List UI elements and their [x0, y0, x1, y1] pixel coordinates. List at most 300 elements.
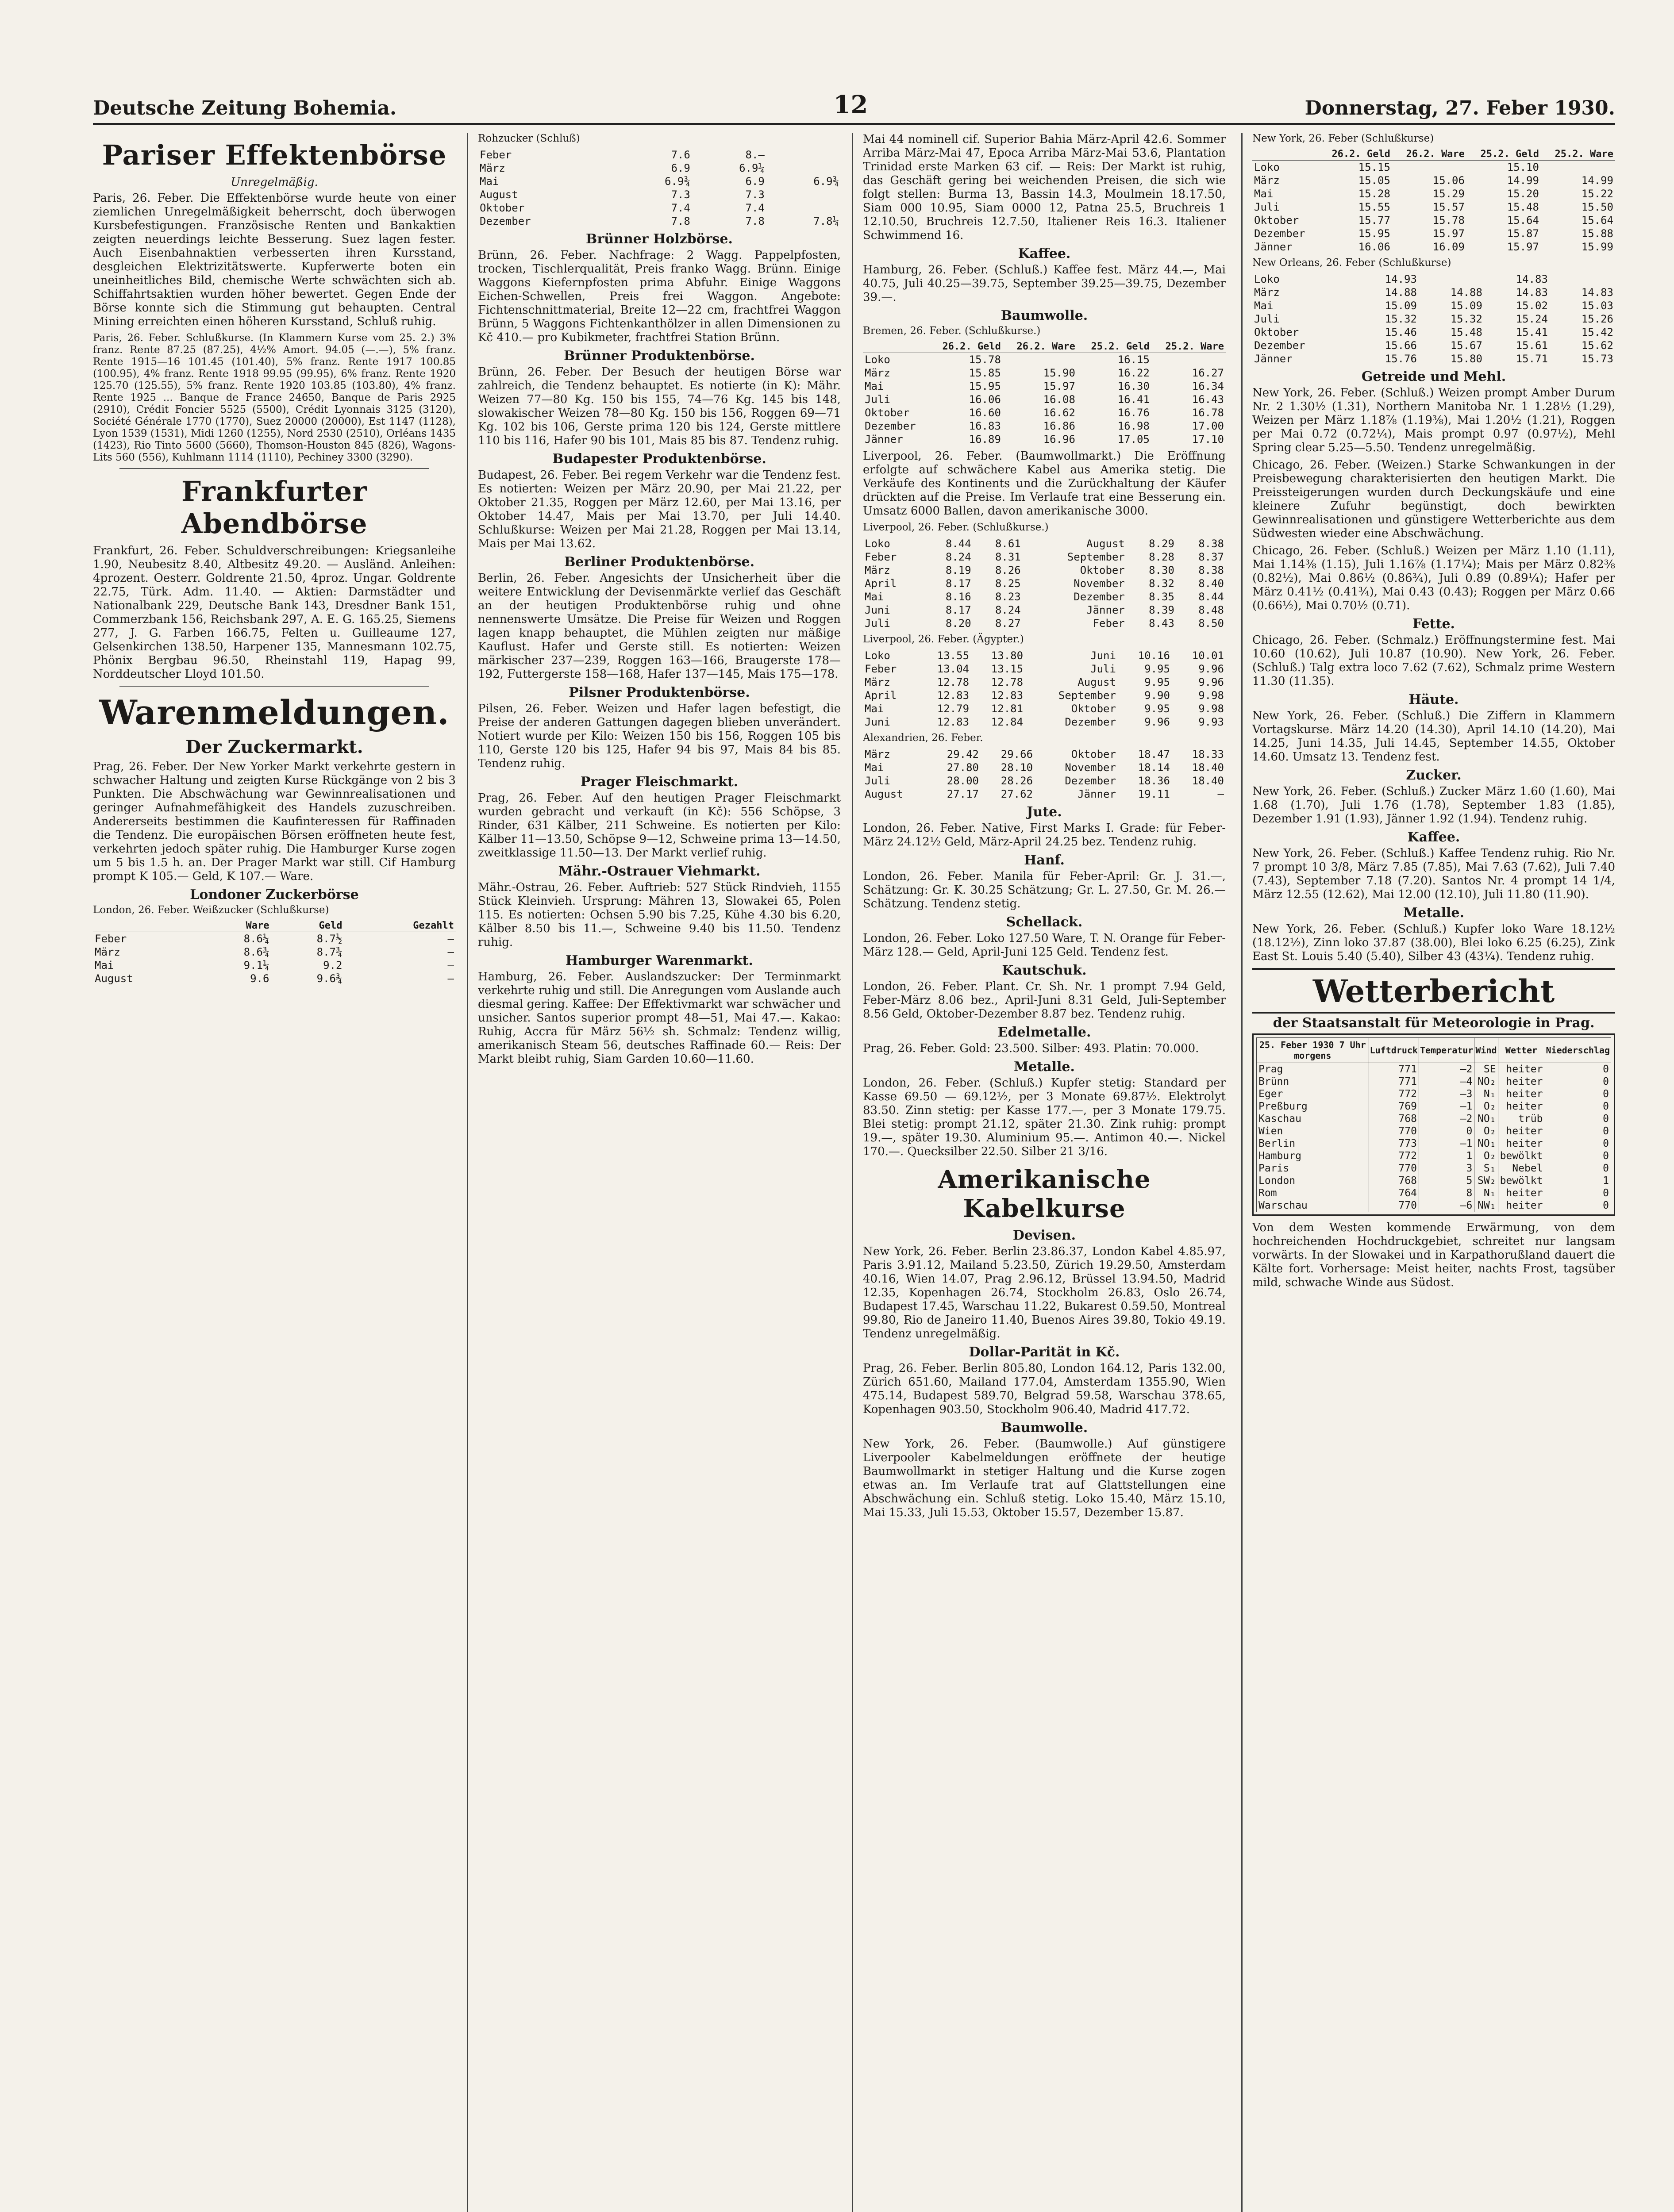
table-cell: Juli	[1090, 663, 1116, 675]
table-header-cell: Luftdruck	[1369, 1038, 1419, 1063]
table-cell: 9.96	[1144, 716, 1170, 728]
table-cell: —	[1217, 788, 1224, 800]
table-cell	[766, 148, 841, 161]
ny-table	[1252, 148, 1615, 253]
table-cell: 15.24	[1516, 313, 1548, 325]
baumwolle2-title: Baumwolle.	[1001, 1420, 1088, 1436]
table-row	[478, 188, 841, 201]
table-cell: September	[1067, 551, 1125, 563]
header-right: Donnerstag, 27. Feber 1930.	[1305, 97, 1615, 119]
table-cell: 0	[1545, 1150, 1611, 1162]
table-cell: 28.00	[947, 775, 979, 787]
table-cell: N₁	[1474, 1187, 1498, 1199]
table-cell: heiter	[1498, 1125, 1545, 1137]
table-row	[1252, 339, 1615, 352]
table-cell: heiter	[1498, 1063, 1545, 1076]
table-cell: 5	[1419, 1175, 1474, 1187]
table-cell: 8.32	[1149, 577, 1174, 590]
liverpool-text: Liverpool, 26. Feber. (Baumwollmarkt.) Die Eröffnung erfolgte auf schwächere Kabel aus Amerika stetig. Die Verkäufe des Kontinents und die Zurückhaltung der Käufer drückten auf die Preise. Im Verlaufe trat eine Besserung ein. Umsatz 6000 Ballen, davon amerikanische 3000.	[863, 449, 1226, 518]
table-cell: Loko	[865, 538, 890, 550]
separator	[119, 468, 429, 469]
table-cell: 6.9¼	[739, 162, 765, 174]
table-cell: 15.48	[1450, 326, 1482, 338]
table-cell: Dezember	[480, 215, 531, 227]
alex-head: Alexandrien, 26. Feber.	[863, 732, 983, 744]
table-cell: Dezember	[865, 420, 916, 432]
dollar-title: Dollar-Parität in Kč.	[969, 1344, 1120, 1360]
table-cell: 15.22	[1581, 188, 1613, 200]
bruenn-holz-title: Brünner Holzbörse.	[586, 231, 733, 247]
table-row	[1252, 352, 1615, 365]
table-cell: 16.86	[1043, 420, 1075, 432]
table-header-cell: 26.2. Ware	[1392, 148, 1466, 161]
table-cell	[1151, 353, 1226, 367]
table-cell: 13.55	[937, 649, 970, 662]
table-cell: 15.50	[1581, 201, 1613, 213]
bruenn-prod-text: Brünn, 26. Feber. Der Besuch der heutigen Börse war zahlreich, die Tendenz behauptet. Es notierte (in K): Mähr. Weizen 77—80 Kg. 150 bis 155, 74—76 Kg. 145 bis 148, slowakischer Weizen 78—80 Kg. 150 bis 156, Roggen 69—71 Kg. 102 bis 106, Gerste prima 120 bis 124, Gerste mittlere 110 bis 116, Hafer 90 bis 101, Mais 85 bis 87. Tendenz ruhig.	[478, 365, 841, 447]
amerika-title: Amerikanische Kabelkurse	[938, 1165, 1151, 1223]
table-cell: —	[447, 972, 454, 985]
ny-head: New York, 26. Feber (Schlußkurse)	[1252, 133, 1434, 144]
table-row	[863, 419, 1226, 433]
jute-text: London, 26. Feber. Native, First Marks I. Grade: für Feber-März 24.12½ Geld, März-April 24.25 bez. Tendenz ruhig.	[863, 822, 1226, 849]
table-cell: 772	[1369, 1088, 1419, 1100]
table-cell: Feber	[865, 663, 897, 675]
table-cell: —2	[1419, 1063, 1474, 1076]
table-cell: Dezember	[1254, 339, 1305, 352]
table-header-cell: 25.2. Ware	[1151, 341, 1226, 353]
table-cell: 16.22	[1117, 367, 1150, 379]
column-1	[93, 133, 456, 2212]
table-cell: 8.28	[1149, 551, 1174, 563]
table-cell: Juni	[865, 604, 890, 616]
table-cell	[1419, 273, 1484, 286]
table-cell: 13.04	[937, 663, 970, 675]
table-cell: 15.10	[1507, 161, 1539, 173]
table-row	[1257, 1162, 1611, 1175]
table-cell: 8.20	[945, 617, 971, 630]
table-cell: heiter	[1498, 1187, 1545, 1199]
kaffee-text: Hamburg, 26. Feber. (Schluß.) Kaffee fest. März 44.—, Mai 40.75, Juli 40.25—39.75, September 39.25—39.75, Dezember 39.—.	[863, 263, 1226, 304]
table-cell: 14.83	[1516, 286, 1548, 299]
table-cell: 1	[1419, 1150, 1474, 1162]
table-cell: 8.7½	[316, 933, 342, 945]
table-cell: 14.88	[1385, 286, 1417, 299]
table-cell: November	[1065, 761, 1116, 774]
table-cell: 8.39	[1149, 604, 1174, 616]
table-cell: Feber	[480, 149, 512, 161]
table-cell: April	[865, 577, 897, 590]
table-cell: März	[865, 748, 890, 760]
table-cell: August	[95, 972, 133, 985]
fette-title: Fette.	[1412, 616, 1455, 632]
table-cell: Mai	[1254, 300, 1274, 312]
table-cell: N₁	[1474, 1088, 1498, 1100]
table-row	[478, 201, 841, 215]
table-cell: 15.09	[1450, 300, 1482, 312]
table-cell: 9.98	[1198, 689, 1224, 702]
table-cell: 15.78	[969, 353, 1001, 366]
table-row	[1257, 1125, 1611, 1137]
hanf-text: London, 26. Feber. Manila für Feber-April: Gr. J. 31.—, Schätzung: Gr. K. 30.25 Schätzung; Gr. L. 27.50, Gr. M. 26.— Schätzung. Tendenz stetig.	[863, 870, 1226, 910]
table-row	[93, 959, 456, 972]
table-cell: 15.97	[1432, 227, 1465, 240]
table-cell: 770	[1369, 1162, 1419, 1175]
table-cell: 15.76	[1385, 353, 1417, 365]
table-cell: 10.01	[1192, 649, 1224, 662]
column-rule	[467, 133, 468, 2212]
table-cell: 7.3	[745, 188, 765, 201]
table-cell: NO₁	[1474, 1113, 1498, 1125]
table-cell: 0	[1545, 1187, 1611, 1199]
table-row	[1257, 1175, 1611, 1187]
table-cell: NO₁	[1474, 1137, 1498, 1150]
table-header-cell: Temperatur	[1419, 1038, 1474, 1063]
table-cell: 15.97	[1043, 380, 1075, 392]
header-left: Deutsche Zeitung Bohemia.	[93, 97, 397, 119]
table-row	[1257, 1088, 1611, 1100]
table-row	[863, 662, 1226, 676]
table-cell: 16.30	[1117, 380, 1150, 392]
table-cell: Jänner	[1254, 353, 1293, 365]
table-cell: 8.17	[945, 577, 971, 590]
table-cell: 15.28	[1358, 188, 1390, 200]
table-cell: 15.90	[1043, 367, 1075, 379]
table-cell: Loko	[1254, 273, 1280, 285]
table-header-cell	[93, 920, 198, 932]
page-number: 12	[833, 90, 868, 119]
table-cell: 16.60	[969, 407, 1001, 419]
baumwolle2-text: New York, 26. Feber. (Baumwolle.) Auf günstigere Liverpooler Kabelmeldungen eröffnete der heutige Baumwollmarkt in stetiger Haltung und die Kurse zogen etwas an. Im Verlaufe trat auf Glattstellungen eine Abschwächung ein. Schluß stetig. Loko 15.40, März 15.10, Mai 15.33, Juli 15.53, Oktober 15.57, Dezember 15.87.	[863, 1437, 1226, 1519]
table-cell: Rom	[1257, 1187, 1369, 1199]
table-cell: 27.62	[1001, 788, 1033, 800]
table-row	[863, 433, 1226, 446]
table-row	[1252, 326, 1615, 339]
table-row	[1252, 240, 1615, 253]
table-row	[1252, 273, 1615, 286]
table-cell: 12.83	[937, 689, 970, 702]
table-cell: 15.97	[1507, 241, 1539, 253]
bremen-table	[863, 341, 1226, 446]
table-row	[863, 761, 1226, 774]
table-cell: 16.83	[969, 420, 1001, 432]
table-cell: 9.1¼	[243, 959, 269, 972]
table-cell: 771	[1369, 1063, 1419, 1076]
kautschuk-text: London, 26. Feber. Plant. Cr. Sh. Nr. 1 prompt 7.94 Geld, Feber-März 8.06 bez., April-Juni 8.31 Geld, Juli-September 8.56 Geld, Oktober-Dezember 8.87 bez. Tendenz ruhig.	[863, 980, 1226, 1021]
table-cell: 0	[1545, 1162, 1611, 1175]
ostrau-text: Mähr.-Ostrau, 26. Feber. Auftrieb: 527 Stück Rindvieh, 1155 Stück Kleinvieh. Ursprung: Mähren 13, Slowakei 65, Polen 115. Es notierten: Ochsen 5.90 bis 7.25, Kühe 4.30 bis 6.20, Kälber 8.50 bis 11.—, Schweine 9.40 bis 11.50. Tendenz ruhig.	[478, 881, 841, 949]
devisen-title: Devisen.	[1012, 1228, 1076, 1243]
table-row	[863, 380, 1226, 393]
table-cell: Mai	[865, 380, 884, 392]
table-cell: 9.90	[1144, 689, 1170, 702]
table-cell: NW₁	[1474, 1199, 1498, 1212]
table-cell: —1	[1419, 1137, 1474, 1150]
table-header-cell: 25. Feber 1930 7 Uhr morgens	[1257, 1038, 1369, 1063]
table-cell: Feber	[1093, 617, 1125, 630]
schellack-title: Schellack.	[1006, 914, 1083, 930]
no-table	[1252, 273, 1615, 365]
table-cell: 12.79	[937, 703, 970, 715]
liverpool-kurse-head: Liverpool, 26. Feber. (Schlußkurse.)	[863, 522, 1049, 533]
table-cell: 6.9¾	[813, 175, 839, 188]
table-row	[1257, 1063, 1611, 1076]
table-row	[478, 215, 841, 228]
table-header-cell: 25.2. Geld	[1077, 341, 1151, 353]
table-cell: Eger	[1257, 1088, 1369, 1100]
table-cell: Juli	[1254, 201, 1280, 213]
table-cell: 16.09	[1432, 241, 1465, 253]
table-cell: 16.89	[969, 433, 1001, 445]
table-row	[1257, 1187, 1611, 1199]
table-cell: 27.17	[947, 788, 979, 800]
table-cell: 9.96	[1198, 663, 1224, 675]
table-cell: 8.43	[1149, 617, 1174, 630]
paris-subtitle: Unregelmäßig.	[231, 176, 318, 189]
metalle-title: Metalle.	[1014, 1059, 1075, 1075]
table-cell: 15.67	[1450, 339, 1482, 352]
table-row	[863, 366, 1226, 380]
table-cell: 15.03	[1581, 300, 1613, 312]
table-cell: 8.19	[945, 564, 971, 576]
table-cell: Juli	[865, 617, 890, 630]
table-row	[863, 617, 1226, 630]
table-cell: 15.48	[1507, 201, 1539, 213]
table-cell: 8.61	[995, 538, 1021, 550]
metalle2-title: Metalle.	[1403, 905, 1464, 921]
table-row	[863, 537, 1226, 550]
table-cell: Warschau	[1257, 1199, 1369, 1212]
table-cell: —	[447, 959, 454, 972]
table-cell: 15.80	[1450, 353, 1482, 365]
table-cell: 8.24	[995, 604, 1021, 616]
metalle2-text: New York, 26. Feber. (Schluß.) Kupfer loko Ware 18.12½ (18.12½), Zinn loko 37.87 (38.00), Blei loko 6.25 (6.25), Zink East St. Louis 5.40 (5.40), Silber 43 (43¼). Tendenz ruhig.	[1252, 922, 1615, 963]
table-cell: 7.4	[745, 202, 765, 214]
table-cell: März	[865, 676, 890, 688]
table-cell: 8.24	[945, 551, 971, 563]
table-header-cell: Geld	[271, 920, 344, 932]
chicago2-text: Chicago, 26. Feber. (Schluß.) Weizen per März 1.10 (1.11), Mai 1.14⅜ (1.15), Juli 1.16⅞ (1.17¼); Mais per März 0.82⅜ (0.82½), Mai 0.86½ (0.86¾), Juli 0.89 (0.89¼); Hafer per März 0.41½ (0.41¾), Mai 0.43 (0.43); Roggen per März 0.66 (0.66½), Mai 0.70½ (0.71).	[1252, 544, 1615, 612]
table-cell: 15.09	[1385, 300, 1417, 312]
col3-top-text: Mai 44 nominell cif. Superior Bahia März-April 42.6. Sommer Arriba März-Mai 47, Epoca Arriba März-Mai 53.6, Plantation Trinidad erste Marken 63 cif. — Reis: Der Markt ist ruhig, das Geschäft gering bei weichenden Preisen, die sich wie folgt stellen: Burma 13, Bassin 14.3, Moulmein 18.17.50, Siam 000 10.95, Siam 0000 12, Patna 25.5, Bruchreis 1 12.10.50, Bruchreis 12.7.50, Italiener Reis 16.3. Italiener Schwimmend 16.	[863, 133, 1226, 242]
table-cell: 8	[1419, 1187, 1474, 1199]
fette-text: Chicago, 26. Feber. (Schmalz.) Eröffnungstermine fest. Mai 10.60 (10.62), Juli 10.87 (10.90). New York, 26. Feber. (Schluß.) Talg extra loco 7.62 (7.62), Schmalz prime Western 11.30 (11.35).	[1252, 634, 1615, 688]
table-header-cell: Wetter	[1498, 1038, 1545, 1063]
liverpool-kurse-table	[863, 537, 1226, 630]
table-cell: 8.31	[995, 551, 1021, 563]
table-cell: 15.85	[969, 367, 1001, 379]
table-header-cell	[863, 341, 928, 353]
table-cell: 0	[1545, 1063, 1611, 1076]
table-cell: 15.29	[1432, 188, 1465, 200]
table-cell: 7.8¼	[813, 215, 839, 227]
table-cell: 15.55	[1358, 201, 1390, 213]
table-cell: Oktober	[1071, 748, 1116, 760]
table-cell: —3	[1419, 1088, 1474, 1100]
table-cell: 15.05	[1358, 174, 1390, 187]
budapest-text: Budapest, 26. Feber. Bei regem Verkehr war die Tendenz fest. Es notierten: Weizen per März 20.90, per Mai 21.22, per Oktober 21.35, Roggen per März 12.60, per Mai 13.16, per Oktober 14.47, Mais per Mai 13.70, per Juli 14.40. Schlußkurse: Weizen per Mai 21.28, Roggen per Mai 13.14, Mais per Mai 13.62.	[478, 469, 841, 550]
table-cell: Nebel	[1498, 1162, 1545, 1175]
table-cell: 15.42	[1581, 326, 1613, 338]
prag-fleisch-title: Prager Fleischmarkt.	[580, 774, 739, 790]
table-cell: 15.20	[1507, 188, 1539, 200]
dollar-text: Prag, 26. Feber. Berlin 805.80, London 164.12, Paris 132.00, Zürich 651.60, Mailand 177.04, Amsterdam 1355.90, Wien 475.14, Budapest 589.70, Belgrad 59.58, Warschau 378.65, Kopenhagen 903.50, Stockholm 906.40, Madrid 417.72.	[863, 1362, 1226, 1416]
table-cell: 8.35	[1149, 591, 1174, 603]
table-cell: 28.26	[1001, 775, 1033, 787]
table-cell: 0	[1545, 1100, 1611, 1113]
table-cell: 15.66	[1385, 339, 1417, 352]
table-cell: Oktober	[865, 407, 910, 419]
table-cell: 0	[1545, 1088, 1611, 1100]
table-cell: 8.7¾	[316, 946, 342, 958]
table-cell: 0	[1545, 1137, 1611, 1150]
table-header-cell: Gezahlt	[344, 920, 456, 932]
table-cell: —	[447, 946, 454, 958]
table-cell: 8.44	[1198, 591, 1224, 603]
column-2	[478, 133, 841, 2212]
table-cell: 29.42	[947, 748, 979, 760]
table-row	[1252, 299, 1615, 312]
table-cell: trüb	[1498, 1113, 1545, 1125]
table-cell: 12.78	[937, 676, 970, 688]
table-cell: heiter	[1498, 1088, 1545, 1100]
table-cell: 28.10	[1001, 761, 1033, 774]
table-cell: 9.6¾	[316, 972, 342, 985]
table-cell: 13.15	[991, 663, 1024, 675]
table-cell: 10.16	[1138, 649, 1170, 662]
table-cell: 15.32	[1385, 313, 1417, 325]
wetter-table	[1256, 1037, 1611, 1212]
table-cell: August	[1086, 538, 1125, 550]
table-cell: 7.6	[671, 149, 690, 161]
bruenn-prod-title: Brünner Produktenbörse.	[564, 348, 755, 364]
table-cell: bewölkt	[1498, 1150, 1545, 1162]
table-cell: 14.83	[1516, 273, 1548, 285]
table-cell: 18.14	[1138, 761, 1170, 774]
zucker2-text: New York, 26. Feber. (Schluß.) Zucker März 1.60 (1.60), Mai 1.68 (1.70), Juli 1.76 (1.78), September 1.83 (1.85), Dezember 1.91 (1.93), Jänner 1.92 (1.94). Tendenz ruhig.	[1252, 785, 1615, 826]
table-cell: März	[865, 367, 890, 379]
table-cell: 770	[1369, 1125, 1419, 1137]
table-row	[1252, 187, 1615, 200]
prag-fleisch-text: Prag, 26. Feber. Auf den heutigen Prager Fleischmarkt wurden gebracht und verkauft (in Kč): 556 Schöpse, 3 Rinder, 631 Kälber, 211 Schweine. Es notierten per Kilo: Kälber 11—13.50, Schöpse 9—12, Schweine prima 13—14.50, zweitklassige 11.50—13. Der Markt verlief ruhig.	[478, 791, 841, 860]
haeute-title: Häute.	[1408, 692, 1459, 707]
table-cell: 16.06	[969, 393, 1001, 406]
table-cell: 1	[1545, 1175, 1611, 1187]
table-cell: Feber	[95, 933, 127, 945]
table-row	[863, 577, 1226, 590]
hamburg-text: Hamburg, 26. Feber. Auslandszucker: Der Terminmarkt verkehrte ruhig und still. Die Anregungen vom Auslande auch diesmal gering. Kaffee: Der Effektivmarkt war schwächer und unsicher. Santos superior prompt 48—51, Mai 47.—. Kakao: Ruhig, Accra für März 56½ sh. Schmalz: Tendenz willig, amerikanisch Steam 56, deutsches Raffinade 60.— Reis: Der Markt bleibt ruhig, Siam Garden 10.60—11.60.	[478, 970, 841, 1066]
table-cell: Jänner	[865, 433, 903, 445]
table-row	[1252, 214, 1615, 227]
wetter-table-frame	[1252, 1033, 1615, 1216]
column-3	[863, 133, 1226, 2212]
table-cell	[1541, 161, 1615, 174]
table-row	[1252, 312, 1615, 326]
table-cell: 8.6¾	[243, 946, 269, 958]
table-cell: 3	[1419, 1162, 1474, 1175]
column-rule	[852, 133, 853, 2212]
table-cell: 15.02	[1516, 300, 1548, 312]
table-cell: 773	[1369, 1137, 1419, 1150]
frankfurt-text: Frankfurt, 26. Feber. Schuldverschreibungen: Kriegsanleihe 1.90, Neubesitz 8.40, Altbesitz 49.20. — Ausländ. Anleihen: 4prozent. Oesterr. Goldrente 21.50, 4proz. Ungar. Goldrente 22.75, Türk. Adm. 11.40. — Aktien: Darmstädter und Nationalbank 229, Deutsche Bank 143, Dresdner Bank 151, Commerzbank 156, Reichsbank 297, A. E. G. 165.25, Siemens 277, J. G. Farben 166.75, Felten u. Guilleaume 127, Gelsenkirchen 138.50, Harpener 135, Mannesmann 102.75, Phönix Bergbau 96.50, Rheinstahl 119, Hapag 99, Norddeutscher Lloyd 101.50.	[93, 544, 456, 681]
table-cell: Feber	[865, 551, 897, 563]
table-cell: 0	[1545, 1113, 1611, 1125]
table-cell: 18.47	[1138, 748, 1170, 760]
table-cell: 16.34	[1192, 380, 1224, 392]
berlin-title: Berliner Produktenbörse.	[564, 554, 755, 570]
separator	[119, 686, 429, 687]
table-cell: —4	[1419, 1075, 1474, 1088]
table-cell: 15.57	[1432, 201, 1465, 213]
table-cell: Mai	[95, 959, 114, 972]
table-cell: Loko	[1254, 161, 1280, 173]
table-cell: 8.16	[945, 591, 971, 603]
getreide-text: New York, 26. Feber. (Schluß.) Weizen prompt Amber Durum Nr. 2 1.30½ (1.31), Northern Manitoba Nr. 1 1.28½ (1.29), Weizen per März 1.18⅞ (1.19⅜), Mai 1.20½ (1.21), Roggen per Mai 0.72 (0.72¼), Mais prompt 0.97 (0.97½), Mehl Spring clear 5.25—5.50. Tendenz unregelmäßig.	[1252, 386, 1615, 454]
table-cell: Paris	[1257, 1162, 1369, 1175]
column-rule	[1241, 133, 1243, 2212]
table-cell: 16.76	[1117, 407, 1150, 419]
paris-text: Paris, 26. Feber. Die Effektenbörse wurde heute von einer ziemlichen Unregelmäßigkeit beherrscht, doch überwogen Kursbefestigungen. Französische Renten und Bankaktien zeigten neuerdings leichte Besserung. Suez lagen fester. Auch Eisenbahnaktien verbesserten ihren Kursstand, desgleichen Elektrizitätswerte. Kupferwerte boten ein uneinheitliches Bild, chemische Werte schwächten sich ab. Schiffahrtsaktien wurden höher bewertet. Gegen Ende der Börse konnte sich die Stimmung gut behaupten. Central Mining erreichten einen höheren Kursstand, Schluß ruhig.	[93, 192, 456, 328]
table-cell: 16.98	[1117, 420, 1150, 432]
table-cell: 12.83	[937, 716, 970, 728]
table-cell: 6.9	[745, 175, 765, 188]
table-cell: 8.40	[1198, 577, 1224, 590]
table-cell: O₂	[1474, 1100, 1498, 1113]
table-cell: 771	[1369, 1075, 1419, 1088]
kaffee2-text: New York, 26. Feber. (Schluß.) Kaffee Tendenz ruhig. Rio Nr. 7 prompt 10 3/8, März 7.85 (7.85), Mai 7.63 (7.62), Juli 7.40 (7.43), September 7.18 (7.20). Santos Nr. 4 prompt 14 1/4, März 12.55 (12.62), Mai 12.00 (12.10), Juli 11.80 (11.90).	[1252, 847, 1615, 901]
table-cell: 9.95	[1144, 676, 1170, 688]
table-header-cell: Ware	[198, 920, 271, 932]
metalle-text: London, 26. Feber. (Schluß.) Kupfer stetig: Standard per Kasse 69.50 — 69.12½, per 3 Monate 69.87½. Elektrolyt 83.50. Zinn stetig: per Kasse 177.—, per 3 Monate 179.75. Blei stetig: prompt 21.12, später 21.30. Zink ruhig: prompt 19.—, später 19.30. Aluminium 95.—. Antimon 40.—. Nickel 170.—. Quecksilber 22.50. Silber 21 3/16.	[863, 1076, 1226, 1158]
table-row	[1257, 1150, 1611, 1162]
table-cell: 15.77	[1358, 214, 1390, 227]
table-cell: Preßburg	[1257, 1100, 1369, 1113]
liverpool-egypt-table	[863, 649, 1226, 729]
table-cell: 0	[1419, 1125, 1474, 1137]
table-cell: 15.32	[1450, 313, 1482, 325]
table-cell: August	[480, 188, 518, 201]
table-cell: O₂	[1474, 1125, 1498, 1137]
table-cell: 0	[1545, 1125, 1611, 1137]
table-cell: Juli	[865, 393, 890, 406]
table-cell: 8.25	[995, 577, 1021, 590]
table-cell: 18.36	[1138, 775, 1170, 787]
edel-title: Edelmetalle.	[997, 1025, 1091, 1040]
table-row	[1257, 1075, 1611, 1088]
table-cell: Mai	[865, 703, 884, 715]
table-cell: 9.96	[1198, 676, 1224, 688]
table-cell: SW₂	[1474, 1175, 1498, 1187]
column-4	[1252, 133, 1615, 2212]
table-header-cell: 26.2. Ware	[1003, 341, 1077, 353]
table-row	[1252, 286, 1615, 299]
table-header-cell: 26.2. Geld	[928, 341, 1003, 353]
table-cell: 15.88	[1581, 227, 1613, 240]
table-row	[1252, 161, 1615, 174]
table-cell: 15.62	[1581, 339, 1613, 352]
table-row	[478, 175, 841, 188]
table-cell: heiter	[1498, 1137, 1545, 1150]
table-cell: August	[865, 788, 903, 800]
table-cell: 15.61	[1516, 339, 1548, 352]
table-row	[1257, 1199, 1611, 1212]
zucker-text: Prag, 26. Feber. Der New Yorker Markt verkehrte gestern in schwacher Haltung und zeigten Kurse Rückgänge von 2 bis 3 Punkten. Die Abschwächung war Gewinnrealisationen und geringer Aufnahmefähigkeit des Handels zuzuschreiben. Andererseits bestimmen die Kaufinteressen für Raffinaden die Tendenz. Die europäischen Börsen eröffneten heute fest, verkehrten jedoch später ruhig. Die Hamburger Kurse zogen um 5 bis 1.5 h. an. Der Prager Markt war still. Cif Hamburg prompt K 105.— Geld, K 107.— Ware.	[93, 760, 456, 883]
table-cell: 6.9	[671, 162, 690, 174]
zucker2-title: Zucker.	[1406, 768, 1462, 783]
table-cell: heiter	[1498, 1100, 1545, 1113]
table-row	[478, 148, 841, 161]
table-cell: 18.40	[1192, 775, 1224, 787]
